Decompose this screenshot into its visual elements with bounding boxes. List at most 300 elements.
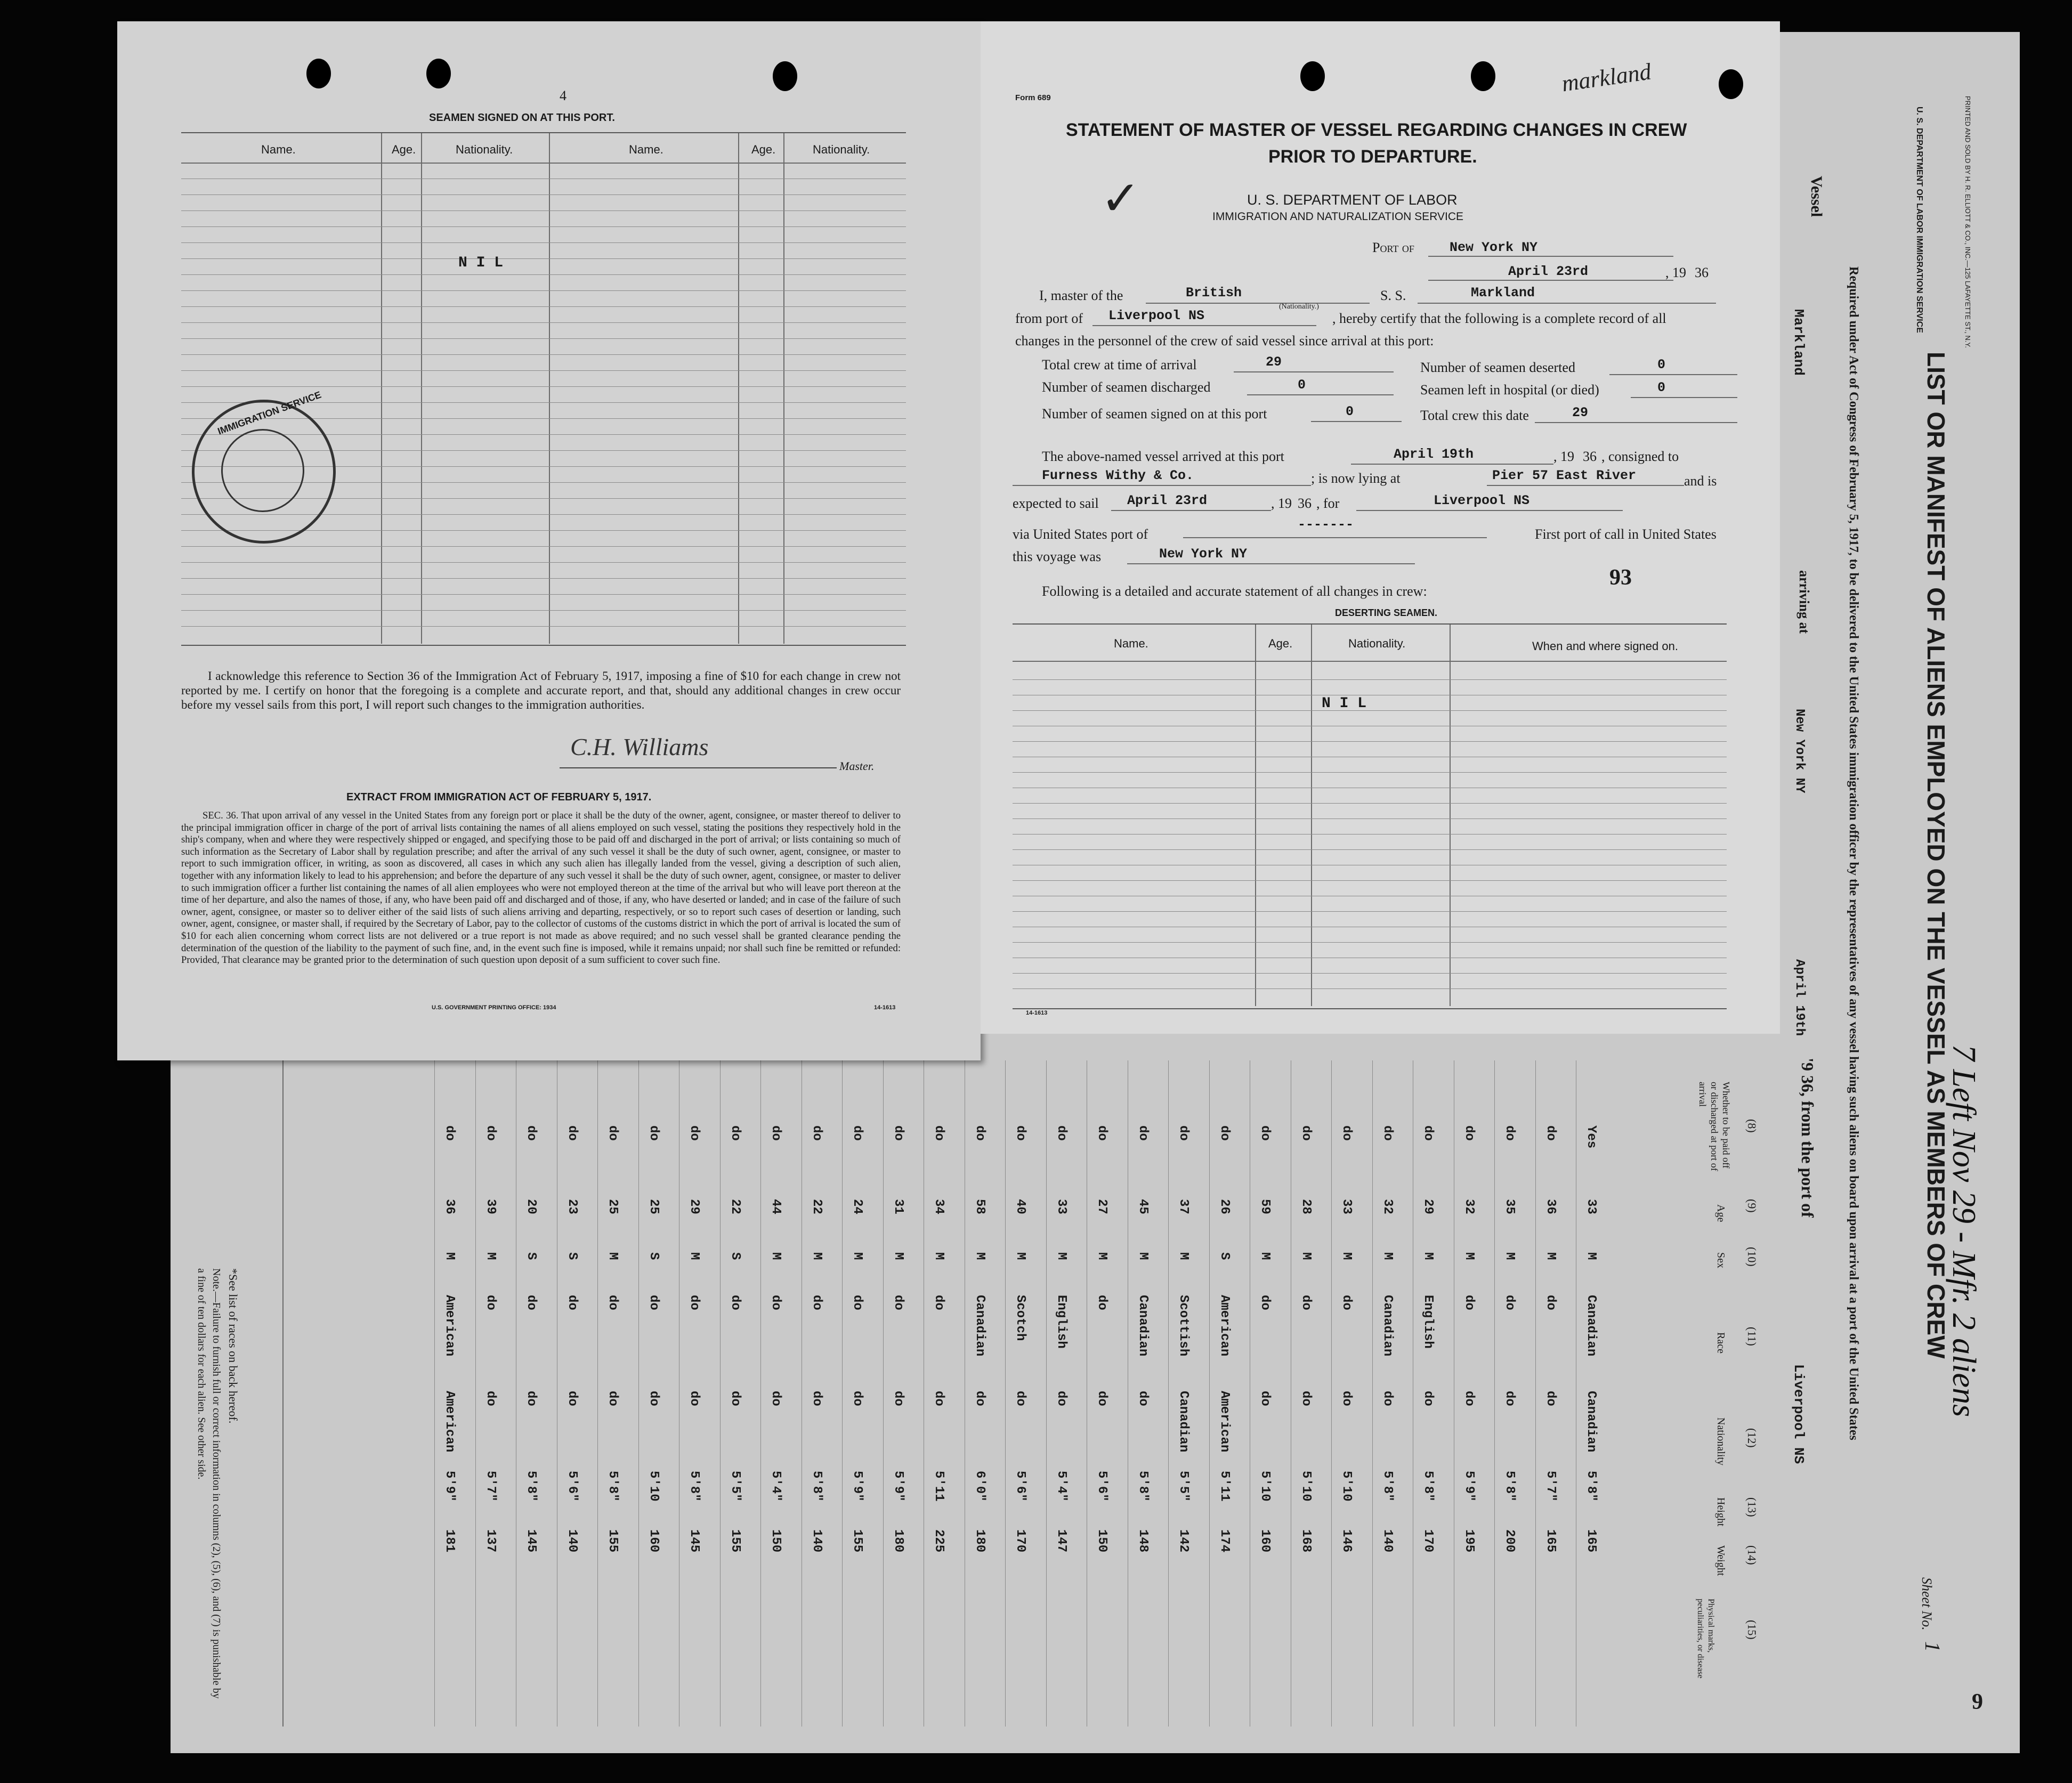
manifest-cell-sex: M bbox=[891, 1252, 905, 1260]
manifest-cell-race: Canadian bbox=[1380, 1295, 1395, 1357]
signed-on-label: Number of seamen signed on at this port bbox=[1042, 406, 1267, 422]
col-name-13: Height bbox=[1715, 1497, 1727, 1527]
manifest-cell-nat: do bbox=[605, 1391, 620, 1406]
manifest-cell-paid: do bbox=[1543, 1125, 1558, 1141]
manifest-cell-weight: 165 bbox=[1543, 1529, 1558, 1553]
manifest-cell-age: 25 bbox=[605, 1199, 620, 1214]
manifest-row-rule bbox=[1168, 1060, 1169, 1727]
col-nationality: Nationality. bbox=[456, 143, 513, 156]
manifest-cell-sex: M bbox=[972, 1252, 987, 1260]
manifest-cell-nat: do bbox=[687, 1391, 701, 1406]
manifest-cell-nat: do bbox=[524, 1391, 538, 1406]
manifest-cell-sex: M bbox=[1013, 1252, 1027, 1260]
manifest-cell-weight: 147 bbox=[1054, 1529, 1069, 1553]
hospital-label: Seamen left in hospital (or died) bbox=[1420, 382, 1599, 398]
manifest-cell-height: 5'9" bbox=[442, 1471, 457, 1502]
manifest-row-rule bbox=[1046, 1060, 1047, 1727]
manifest-cell-nat: do bbox=[1339, 1391, 1354, 1406]
manifest-cell-paid: do bbox=[1176, 1125, 1191, 1141]
table-rule bbox=[181, 578, 906, 579]
manifest-cell-sex: M bbox=[850, 1252, 864, 1260]
manifest-cell-age: 39 bbox=[483, 1199, 498, 1214]
manifest-title: LIST OR MANIFEST OF ALIENS EMPLOYED ON THE VESSEL AS MEMBERS OF CREW bbox=[1922, 352, 1950, 1359]
signed-on-table bbox=[181, 132, 906, 646]
manifest-cell-weight: 155 bbox=[605, 1529, 620, 1553]
manifest-cell-nat: do bbox=[646, 1391, 661, 1406]
certify-text: , hereby certify that the following is a complete record of all bbox=[1332, 311, 1666, 326]
manifest-cell-race: do bbox=[727, 1295, 742, 1310]
left-page-number: 4 bbox=[560, 88, 566, 103]
manifest-cell-paid: do bbox=[1095, 1125, 1109, 1141]
table-rule bbox=[1013, 973, 1727, 974]
manifest-cell-height: 5'11 bbox=[1217, 1471, 1232, 1502]
manifest-cell-race: do bbox=[483, 1295, 498, 1310]
manifest-cell-height: 5'5" bbox=[1176, 1471, 1191, 1502]
table-rule bbox=[181, 546, 906, 547]
manifest-cell-sex: M bbox=[1298, 1252, 1313, 1260]
col-header-11: (11) bbox=[1745, 1327, 1759, 1346]
manifest-cell-height: 5'10 bbox=[1298, 1471, 1313, 1502]
ship-name: Markland bbox=[1471, 285, 1535, 301]
manifest-cell-height: 5'8" bbox=[1584, 1471, 1598, 1502]
col-header-10: (10) bbox=[1745, 1247, 1759, 1267]
manifest-vessel-value: Markland bbox=[1791, 309, 1807, 376]
manifest-row-rule bbox=[1209, 1060, 1210, 1727]
manifest-cell-age: 33 bbox=[1584, 1199, 1598, 1214]
manifest-cell-race: do bbox=[646, 1295, 661, 1310]
table-rule bbox=[181, 370, 906, 371]
expected-year: 36 bbox=[1298, 496, 1312, 511]
manifest-handwritten: 7 Left Nov 29 - Mfr. 2 aliens bbox=[1946, 1044, 1982, 1417]
col-header-8: (8) bbox=[1745, 1119, 1759, 1133]
col-header-12: (12) bbox=[1745, 1428, 1759, 1448]
manifest-cell-age: 22 bbox=[727, 1199, 742, 1214]
manifest-cell-paid: Yes bbox=[1584, 1125, 1598, 1149]
manifest-cell-age: 25 bbox=[646, 1199, 661, 1214]
manifest-cell-paid: do bbox=[1135, 1125, 1150, 1141]
service-label: IMMIGRATION AND NATURALIZATION SERVICE bbox=[1212, 210, 1463, 223]
manifest-cell-nat: do bbox=[1502, 1391, 1517, 1406]
manifest-cell-sex: M bbox=[1339, 1252, 1354, 1260]
manifest-cell-weight: 150 bbox=[1095, 1529, 1109, 1553]
and-is: and is bbox=[1684, 473, 1717, 489]
manifest-row-rule bbox=[638, 1060, 639, 1727]
manifest-cell-paid: do bbox=[850, 1125, 864, 1141]
manifest-cell-weight: 145 bbox=[687, 1529, 701, 1553]
manifest-table bbox=[282, 1060, 1796, 1727]
left-form-code: 14-1613 bbox=[874, 1004, 896, 1011]
manifest-cell-race: Scottish bbox=[1176, 1295, 1191, 1357]
manifest-cell-height: 5'9" bbox=[850, 1471, 864, 1502]
manifest-cell-height: 5'6" bbox=[1013, 1471, 1027, 1502]
manifest-cell-race: do bbox=[850, 1295, 864, 1310]
manifest-cell-race: do bbox=[524, 1295, 538, 1310]
manifest-cell-age: 34 bbox=[932, 1199, 946, 1214]
via-label: via United States port of bbox=[1013, 526, 1148, 542]
col-name-11: Race bbox=[1715, 1332, 1727, 1354]
manifest-cell-race: do bbox=[1502, 1295, 1517, 1310]
manifest-cell-age: 36 bbox=[1543, 1199, 1558, 1214]
master-of-label: I, master of the bbox=[1039, 288, 1123, 303]
manifest-cell-height: 5'8" bbox=[1380, 1471, 1395, 1502]
manifest-cell-paid: do bbox=[727, 1125, 742, 1141]
manifest-cell-weight: 174 bbox=[1217, 1529, 1232, 1553]
col-name-2: Name. bbox=[629, 143, 663, 156]
manifest-cell-weight: 140 bbox=[809, 1529, 824, 1553]
table-rule bbox=[181, 386, 906, 387]
manifest-cell-paid: do bbox=[1461, 1125, 1476, 1141]
col-header-13: (13) bbox=[1745, 1497, 1759, 1517]
voyage-value: New York NY bbox=[1159, 546, 1248, 562]
manifest-cell-sex: S bbox=[564, 1252, 579, 1260]
manifest-cell-paid: do bbox=[1217, 1125, 1232, 1141]
manifest-cell-nat: do bbox=[1461, 1391, 1476, 1406]
discharged-label: Number of seamen discharged bbox=[1042, 379, 1211, 395]
table-rule bbox=[1013, 818, 1727, 819]
changes-text: changes in the personnel of the crew of said vessel since arrival at this port: bbox=[1015, 333, 1434, 349]
manifest-row-rule bbox=[597, 1060, 598, 1727]
lying-label: ; is now lying at bbox=[1311, 471, 1401, 486]
extract-title: EXTRACT FROM IMMIGRATION ACT OF FEBRUARY 5, 1917. bbox=[346, 791, 652, 803]
manifest-cell-height: 5'8" bbox=[1502, 1471, 1517, 1502]
hospital-value: 0 bbox=[1657, 380, 1666, 395]
manifest-cell-height: 5'10 bbox=[646, 1471, 661, 1502]
table-rule bbox=[1013, 710, 1727, 711]
table-rule bbox=[181, 562, 906, 563]
port-label: Port of bbox=[1372, 240, 1414, 255]
manifest-cell-age: 32 bbox=[1380, 1199, 1395, 1214]
manifest-cell-weight: 168 bbox=[1298, 1529, 1313, 1553]
manifest-cell-weight: 170 bbox=[1013, 1529, 1027, 1553]
number-93: 93 bbox=[1609, 565, 1632, 590]
manifest-cell-weight: 150 bbox=[768, 1529, 783, 1553]
manifest-cell-age: 45 bbox=[1135, 1199, 1150, 1214]
manifest-cell-age: 22 bbox=[809, 1199, 824, 1214]
manifest-cell-age: 36 bbox=[442, 1199, 457, 1214]
manifest-cell-sex: M bbox=[1502, 1252, 1517, 1260]
manifest-sheet-value: 1 bbox=[1921, 1641, 1945, 1652]
dept-label: U. S. DEPARTMENT OF LABOR bbox=[1247, 192, 1458, 208]
manifest-cell-height: 5'6" bbox=[564, 1471, 579, 1502]
manifest-cell-race: do bbox=[1298, 1295, 1313, 1310]
manifest-cell-height: 5'8" bbox=[605, 1471, 620, 1502]
expected-year-prefix: , 19 bbox=[1271, 496, 1292, 511]
manifest-cell-sex: M bbox=[1543, 1252, 1558, 1260]
manifest-cell-age: 26 bbox=[1217, 1199, 1232, 1214]
manifest-cell-paid: do bbox=[442, 1125, 457, 1141]
manifest-footnote-2: Note.—Failure to furnish full or correct information in columns (2), (5), (6), and (7) is punishable by a fine of ten dollars for each alien. See other side. bbox=[196, 1268, 222, 1699]
manifest-cell-age: 33 bbox=[1054, 1199, 1069, 1214]
manifest-cell-sex: M bbox=[1054, 1252, 1069, 1260]
table-rule bbox=[1013, 911, 1727, 912]
manifest-cell-age: 20 bbox=[524, 1199, 538, 1214]
table-rule bbox=[181, 210, 906, 211]
arrived-year: 36 bbox=[1583, 449, 1597, 464]
manifest-cell-race: do bbox=[768, 1295, 783, 1310]
manifest-cell-weight: 180 bbox=[972, 1529, 987, 1553]
manifest-page-mark: 9 bbox=[1972, 1690, 1983, 1714]
manifest-cell-sex: M bbox=[1461, 1252, 1476, 1260]
manifest-cell-race: Canadian bbox=[1584, 1295, 1598, 1357]
manifest-cell-weight: 170 bbox=[1421, 1529, 1435, 1553]
col-name-12: Nationality bbox=[1715, 1417, 1727, 1465]
manifest-cell-paid: do bbox=[1258, 1125, 1272, 1141]
seamen-signed-title: SEAMEN SIGNED ON AT THIS PORT. bbox=[429, 112, 615, 124]
manifest-cell-weight: 180 bbox=[891, 1529, 905, 1553]
table-rule bbox=[181, 274, 906, 275]
desert-col-when: When and where signed on. bbox=[1532, 639, 1678, 653]
manifest-row-rule bbox=[1535, 1060, 1536, 1727]
manifest-cell-paid: do bbox=[1013, 1125, 1027, 1141]
manifest-cell-weight: 140 bbox=[564, 1529, 579, 1553]
manifest-cell-height: 5'10 bbox=[1258, 1471, 1272, 1502]
manifest-cell-paid: do bbox=[1298, 1125, 1313, 1141]
manifest-cell-paid: do bbox=[524, 1125, 538, 1141]
deserting-nil: N I L bbox=[1322, 695, 1367, 712]
manifest-cell-age: 32 bbox=[1461, 1199, 1476, 1214]
manifest-arriving-label: arriving at bbox=[1796, 570, 1812, 634]
manifest-cell-weight: 160 bbox=[1258, 1529, 1272, 1553]
table-rule bbox=[181, 258, 906, 259]
manifest-cell-age: 29 bbox=[1421, 1199, 1435, 1214]
manifest-cell-paid: do bbox=[1054, 1125, 1069, 1141]
manifest-row-rule bbox=[1331, 1060, 1332, 1727]
total-crew-arrival-value: 29 bbox=[1266, 354, 1282, 370]
punch-hole bbox=[1471, 61, 1495, 91]
table-rule bbox=[1013, 988, 1727, 989]
manifest-cell-race: American bbox=[442, 1295, 457, 1357]
manifest-cell-nat: do bbox=[1380, 1391, 1395, 1406]
manifest-cell-weight: 165 bbox=[1584, 1529, 1598, 1553]
table-rule bbox=[181, 290, 906, 291]
manifest-row-rule bbox=[1372, 1060, 1373, 1727]
total-crew-date-value: 29 bbox=[1572, 405, 1589, 420]
signed-on-value: 0 bbox=[1346, 404, 1354, 419]
col-name-9: Age bbox=[1715, 1204, 1727, 1222]
manifest-cell-age: 35 bbox=[1502, 1199, 1517, 1214]
manifest-cell-height: 5'5" bbox=[727, 1471, 742, 1502]
manifest-cell-nat: do bbox=[1421, 1391, 1435, 1406]
manifest-cell-sex: M bbox=[687, 1252, 701, 1260]
manifest-cell-weight: 155 bbox=[727, 1529, 742, 1553]
manifest-cell-nat: do bbox=[932, 1391, 946, 1406]
punch-hole bbox=[773, 61, 797, 91]
manifest-cell-height: 6'0" bbox=[972, 1471, 987, 1502]
manifest-cell-weight: 145 bbox=[524, 1529, 538, 1553]
desert-col-name: Name. bbox=[1114, 637, 1148, 650]
manifest-cell-sex: M bbox=[1421, 1252, 1435, 1260]
manifest-cell-race: do bbox=[1095, 1295, 1109, 1310]
manifest-cell-age: 31 bbox=[891, 1199, 905, 1214]
manifest-row-rule bbox=[883, 1060, 884, 1727]
table-rule bbox=[1013, 772, 1727, 773]
immigration-stamp bbox=[192, 389, 336, 544]
manifest-cell-race: American bbox=[1217, 1295, 1232, 1357]
year-value: 36 bbox=[1695, 265, 1709, 280]
manifest-cell-nat: do bbox=[727, 1391, 742, 1406]
manifest-row-rule bbox=[1494, 1060, 1495, 1727]
port-value: New York NY bbox=[1450, 240, 1538, 255]
col-name-14: Weight bbox=[1715, 1545, 1727, 1576]
manifest-cell-weight: 160 bbox=[646, 1529, 661, 1553]
manifest-cell-paid: do bbox=[972, 1125, 987, 1141]
manifest-row-rule bbox=[842, 1060, 843, 1727]
manifest-cell-race: do bbox=[1543, 1295, 1558, 1310]
table-rule bbox=[181, 306, 906, 307]
manifest-cell-race: do bbox=[891, 1295, 905, 1310]
manifest-row-rule bbox=[434, 1060, 435, 1727]
consigned-label: , consigned to bbox=[1601, 449, 1679, 464]
manifest-cell-race: English bbox=[1054, 1295, 1069, 1349]
left-nil: N I L bbox=[458, 255, 504, 271]
manifest-cell-weight: 200 bbox=[1502, 1529, 1517, 1553]
col-header-9: (9) bbox=[1745, 1199, 1759, 1213]
punch-hole bbox=[1300, 61, 1325, 91]
table-rule bbox=[181, 338, 906, 339]
from-port-label: from port of bbox=[1015, 311, 1083, 326]
manifest-cell-sex: M bbox=[1258, 1252, 1272, 1260]
manifest-cell-sex: M bbox=[1380, 1252, 1395, 1260]
for-value: Liverpool NS bbox=[1434, 493, 1530, 508]
manifest-cell-weight: 142 bbox=[1176, 1529, 1191, 1553]
manifest-cell-age: 40 bbox=[1013, 1199, 1027, 1214]
manifest-year-port: '9 36, from the port of bbox=[1798, 1058, 1817, 1218]
manifest-cell-nat: do bbox=[483, 1391, 498, 1406]
manifest-cell-weight: 137 bbox=[483, 1529, 498, 1553]
manifest-required-text: Required under Act of Congress of February 5, 1917, to be delivered to the United States immigration officer by the representatives of any vessel having such aliens on board upon arrival at a port of the United States bbox=[1847, 266, 1860, 1440]
manifest-cell-age: 59 bbox=[1258, 1199, 1272, 1214]
manifest-cell-paid: do bbox=[1421, 1125, 1435, 1141]
table-rule bbox=[181, 322, 906, 323]
manifest-cell-race: Canadian bbox=[972, 1295, 987, 1357]
manifest-cell-nat: do bbox=[809, 1391, 824, 1406]
manifest-cell-race: Canadian bbox=[1135, 1295, 1150, 1357]
manifest-cell-nat: do bbox=[1054, 1391, 1069, 1406]
manifest-cell-height: 5'9" bbox=[891, 1471, 905, 1502]
manifest-cell-age: 23 bbox=[564, 1199, 579, 1214]
manifest-cell-age: 24 bbox=[850, 1199, 864, 1214]
desert-col-nationality: Nationality. bbox=[1348, 637, 1406, 650]
manifest-cell-nat: do bbox=[850, 1391, 864, 1406]
deserted-label: Number of seamen deserted bbox=[1420, 360, 1575, 375]
stamp-inner-ring bbox=[221, 429, 304, 512]
arrived-year-prefix: , 19 bbox=[1553, 449, 1574, 464]
col-name-8: Whether to be paid off or discharged at port of arrival bbox=[1697, 1082, 1731, 1171]
for-label: , for bbox=[1316, 496, 1340, 511]
col-nationality-2: Nationality. bbox=[813, 143, 870, 156]
manifest-cell-paid: do bbox=[768, 1125, 783, 1141]
year-prefix: , 19 bbox=[1665, 265, 1686, 280]
manifest-cell-sex: S bbox=[727, 1252, 742, 1260]
manifest-cell-height: 5'7" bbox=[483, 1471, 498, 1502]
manifest-cell-age: 27 bbox=[1095, 1199, 1109, 1214]
manifest-cell-height: 5'4" bbox=[1054, 1471, 1069, 1502]
manifest-cell-nat: American bbox=[1217, 1391, 1232, 1453]
check-mark: ✓ bbox=[1100, 173, 1141, 225]
manifest-cell-nat: Canadian bbox=[1176, 1391, 1191, 1453]
extract-text: SEC. 36. That upon arrival of any vessel in the United States from any foreign port or place it shall be the duty of the owner, agent, consignee, or master thereof to deliver to the principal immigration officer in charge of the port of arrival lists containing the names of all aliens employed on such vessel, stating the positions they respectively hold in the ship's company, when and where they were respectively shipped or engaged, and specifying those to be paid off and discharged in the port of arrival; or lists containing so much of such information as the Secretary of Labor shall by regulation prescribe; and after the arrival of any such vessel it shall be the duty of such owner, agent, consignee, or master to report to such immigration officer, in writing, as soon as discovered, all cases in which any such alien has illegally landed from the vessel, giving a description of such alien, together with any information likely to lead to his apprehension; and before the departure of any such vessel it shall be the duty of such owner, agent, consignee, or master to deliver to such immigration officer a further list containing the names of all alien employees who were not employed thereon at the time of the arrival but who will leave port thereon at the time of her departure, and also the names of those, if any, who have been paid off and discharged and of those, if any, who have deserted or landed; and in case of the failure of such owner, agent, consignee, or master so to deliver either of the said lists of such aliens arriving and departing, respectively, or so to report such cases of desertion or landing, such owner, agent, consignee, or master shall, if required by the Secretary of Labor, pay to the collector of customs of the customs district in which the port of arrival is located the sum of $10 for each alien concerning whom correct lists are not delivered or a true report is not made as above required; and no such vessel shall be granted clearance pending the determination of the question of the liability to the payment of such fine, and, in the event such fine is imposed, while it remains unpaid; nor shall such fine be remitted or refunded: Provided, That clearance may be granted prior to the determination of such question upon deposit of a sum sufficient to cover such fine. bbox=[181, 810, 901, 966]
table-rule bbox=[181, 610, 906, 611]
manifest-row-rule bbox=[720, 1060, 721, 1727]
manifest-from-port: Liverpool NS bbox=[1791, 1364, 1807, 1464]
manifest-cell-race: do bbox=[605, 1295, 620, 1310]
master-label: Master. bbox=[839, 759, 875, 773]
table-rule bbox=[181, 594, 906, 595]
manifest-cell-paid: do bbox=[1502, 1125, 1517, 1141]
manifest-cell-race: do bbox=[564, 1295, 579, 1310]
manifest-cell-paid: do bbox=[646, 1125, 661, 1141]
manifest-cell-age: 58 bbox=[972, 1199, 987, 1214]
table-rule bbox=[1013, 679, 1727, 680]
table-rule bbox=[1013, 849, 1727, 850]
manifest-cell-height: 5'10 bbox=[1339, 1471, 1354, 1502]
manifest-cell-nat: do bbox=[1013, 1391, 1027, 1406]
manifest-cell-race: do bbox=[1339, 1295, 1354, 1310]
acknowledgment-text: I acknowledge this reference to Section 36 of the Immigration Act of February 5, 1917, imposing a fine of $10 for each change in crew not reported by me. I certify on honor that the foregoing is a complete and accurate report, and that, should any additional changes in crew occur before my vessel sails from this port, I will report such changes to the immigration authorities. bbox=[181, 669, 901, 711]
form-number: Form 689 bbox=[1015, 93, 1051, 102]
ss-label: S. S. bbox=[1380, 288, 1406, 303]
manifest-cell-weight: 155 bbox=[850, 1529, 864, 1553]
manifest-cell-race: do bbox=[809, 1295, 824, 1310]
manifest-cell-age: 33 bbox=[1339, 1199, 1354, 1214]
manifest-date-value: April 19th bbox=[1792, 959, 1807, 1036]
manifest-cell-sex: M bbox=[1095, 1252, 1109, 1260]
manifest-cell-nat: do bbox=[891, 1391, 905, 1406]
manifest-cell-height: 5'4" bbox=[768, 1471, 783, 1502]
printer-line: U.S. GOVERNMENT PRINTING OFFICE: 1934 bbox=[432, 1004, 556, 1011]
manifest-cell-paid: do bbox=[1380, 1125, 1395, 1141]
following-label: Following is a detailed and accurate statement of all changes in crew: bbox=[1042, 583, 1427, 599]
punch-hole bbox=[306, 59, 331, 88]
col-name: Name. bbox=[261, 143, 296, 156]
manifest-cell-age: 28 bbox=[1298, 1199, 1313, 1214]
manifest-cell-sex: M bbox=[442, 1252, 457, 1260]
manifest-cell-height: 5'8" bbox=[524, 1471, 538, 1502]
manifest-cell-nat: Canadian bbox=[1584, 1391, 1598, 1453]
col-name-15: Physical marks, peculiarities, or disease bbox=[1696, 1599, 1715, 1679]
manifest-sheet-label: Sheet No. bbox=[1919, 1577, 1935, 1631]
manifest-cell-paid: do bbox=[932, 1125, 946, 1141]
table-rule bbox=[181, 354, 906, 355]
manifest-cell-height: 5'8" bbox=[1421, 1471, 1435, 1502]
table-rule bbox=[1013, 880, 1727, 881]
arrived-label: The above-named vessel arrived at this port bbox=[1042, 449, 1284, 464]
manifest-cell-nat: do bbox=[1135, 1391, 1150, 1406]
manifest-cell-nat: do bbox=[1095, 1391, 1109, 1406]
table-rule bbox=[1013, 942, 1727, 943]
manifest-cell-height: 5'11 bbox=[932, 1471, 946, 1502]
manifest-row-rule bbox=[1005, 1060, 1006, 1727]
manifest-cell-sex: S bbox=[1217, 1252, 1232, 1260]
expected-label: expected to sail bbox=[1013, 496, 1099, 511]
manifest-cell-nat: do bbox=[564, 1391, 579, 1406]
expected-value: April 23rd bbox=[1127, 493, 1208, 508]
manifest-cell-height: 5'9" bbox=[1461, 1471, 1476, 1502]
manifest-cell-age: 44 bbox=[768, 1199, 783, 1214]
lying-value: Pier 57 East River bbox=[1492, 468, 1637, 483]
manifest-cell-weight: 195 bbox=[1461, 1529, 1476, 1553]
handwritten-markland: markland bbox=[1560, 58, 1653, 97]
manifest-cell-height: 5'8" bbox=[1135, 1471, 1150, 1502]
manifest-cell-race: do bbox=[687, 1295, 701, 1310]
manifest-cell-race: do bbox=[1461, 1295, 1476, 1310]
manifest-cell-sex: S bbox=[524, 1252, 538, 1260]
col-name-10: Sex bbox=[1715, 1252, 1727, 1268]
manifest-cell-height: 5'8" bbox=[687, 1471, 701, 1502]
master-signature: C.H. Williams bbox=[570, 733, 709, 760]
manifest-cell-nat: do bbox=[1543, 1391, 1558, 1406]
manifest-cell-age: 29 bbox=[687, 1199, 701, 1214]
